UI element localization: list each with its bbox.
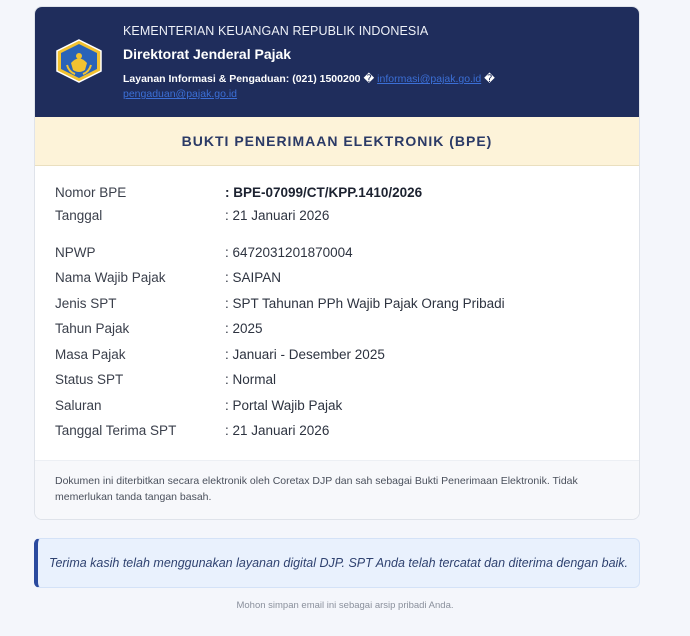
contact-line	[123, 72, 633, 102]
kemenkeu-emblem-icon	[55, 39, 103, 83]
field-row-tanggal	[55, 206, 625, 226]
field-row-jenis-spt	[55, 294, 625, 314]
thank-you-banner	[34, 538, 640, 588]
field-row-status-spt	[55, 370, 625, 390]
archive-footer: Mohon simpan email ini sebagai arsip pribadi Anda.	[236, 600, 454, 611]
document-title-bar	[35, 117, 639, 166]
organization-name: KEMENTERIAN KEUANGAN REPUBLIK INDONESIA	[123, 24, 429, 38]
field-row-saluran	[55, 396, 625, 416]
email-info-link[interactable]: informasi@pajak.go.id	[377, 73, 482, 85]
field-row-tanggal-terima	[55, 421, 625, 441]
field-value: : 6472031201870004	[225, 245, 353, 260]
field-label: Saluran	[55, 398, 102, 413]
field-row-tahun-pajak	[55, 319, 625, 339]
document-title: BUKTI PENERIMAAN ELEKTRONIK (BPE)	[181, 133, 493, 149]
field-value: : SPT Tahunan PPh Wajib Pajak Orang Pribadi	[225, 296, 505, 311]
separator: �	[484, 73, 495, 85]
thank-you-text: Terima kasih telah menggunakan layanan digital DJP. SPT Anda telah tercatat dan diterima dengan baik.	[48, 556, 629, 570]
field-label: Tanggal Terima SPT	[55, 423, 177, 438]
legal-note	[35, 460, 639, 520]
field-label: Tahun Pajak	[55, 321, 130, 336]
field-row-nama	[55, 268, 625, 288]
directorate-name: Direktorat Jenderal Pajak	[123, 46, 292, 62]
field-label: Nama Wajib Pajak	[55, 270, 166, 285]
field-label: Masa Pajak	[55, 347, 126, 362]
field-value: : 2025	[225, 321, 263, 336]
field-row-nomor-bpe	[55, 183, 625, 203]
legal-note-text: Dokumen ini diterbitkan secara elektronik oleh Coretax DJP dan sah sebagai Bukti Penerimaan Elektronik. Tidak memerlukan tanda tangan basah.	[55, 475, 578, 503]
field-value: : 21 Januari 2026	[225, 208, 330, 223]
field-label: NPWP	[55, 245, 96, 260]
contact-label: Layanan Informasi & Pengaduan: (021) 1500200	[123, 73, 361, 85]
field-label: Nomor BPE	[55, 185, 127, 200]
field-label: Jenis SPT	[55, 296, 117, 311]
email-complaint-link[interactable]: pengaduan@pajak.go.id	[123, 88, 238, 100]
field-value: : Normal	[225, 372, 277, 387]
field-value: : BPE-07099/CT/KPP.1410/2026	[225, 185, 423, 200]
header	[35, 7, 639, 117]
field-value: : SAIPAN	[225, 270, 282, 285]
field-value: : Januari - Desember 2025	[225, 347, 385, 362]
field-row-masa-pajak	[55, 345, 625, 365]
field-label: Tanggal	[55, 208, 103, 223]
field-label: Status SPT	[55, 372, 124, 387]
field-row-npwp	[55, 243, 625, 263]
separator: �	[363, 73, 375, 85]
field-value: : Portal Wajib Pajak	[225, 398, 343, 413]
field-value: : 21 Januari 2026	[225, 423, 330, 438]
bpe-card	[34, 6, 640, 520]
